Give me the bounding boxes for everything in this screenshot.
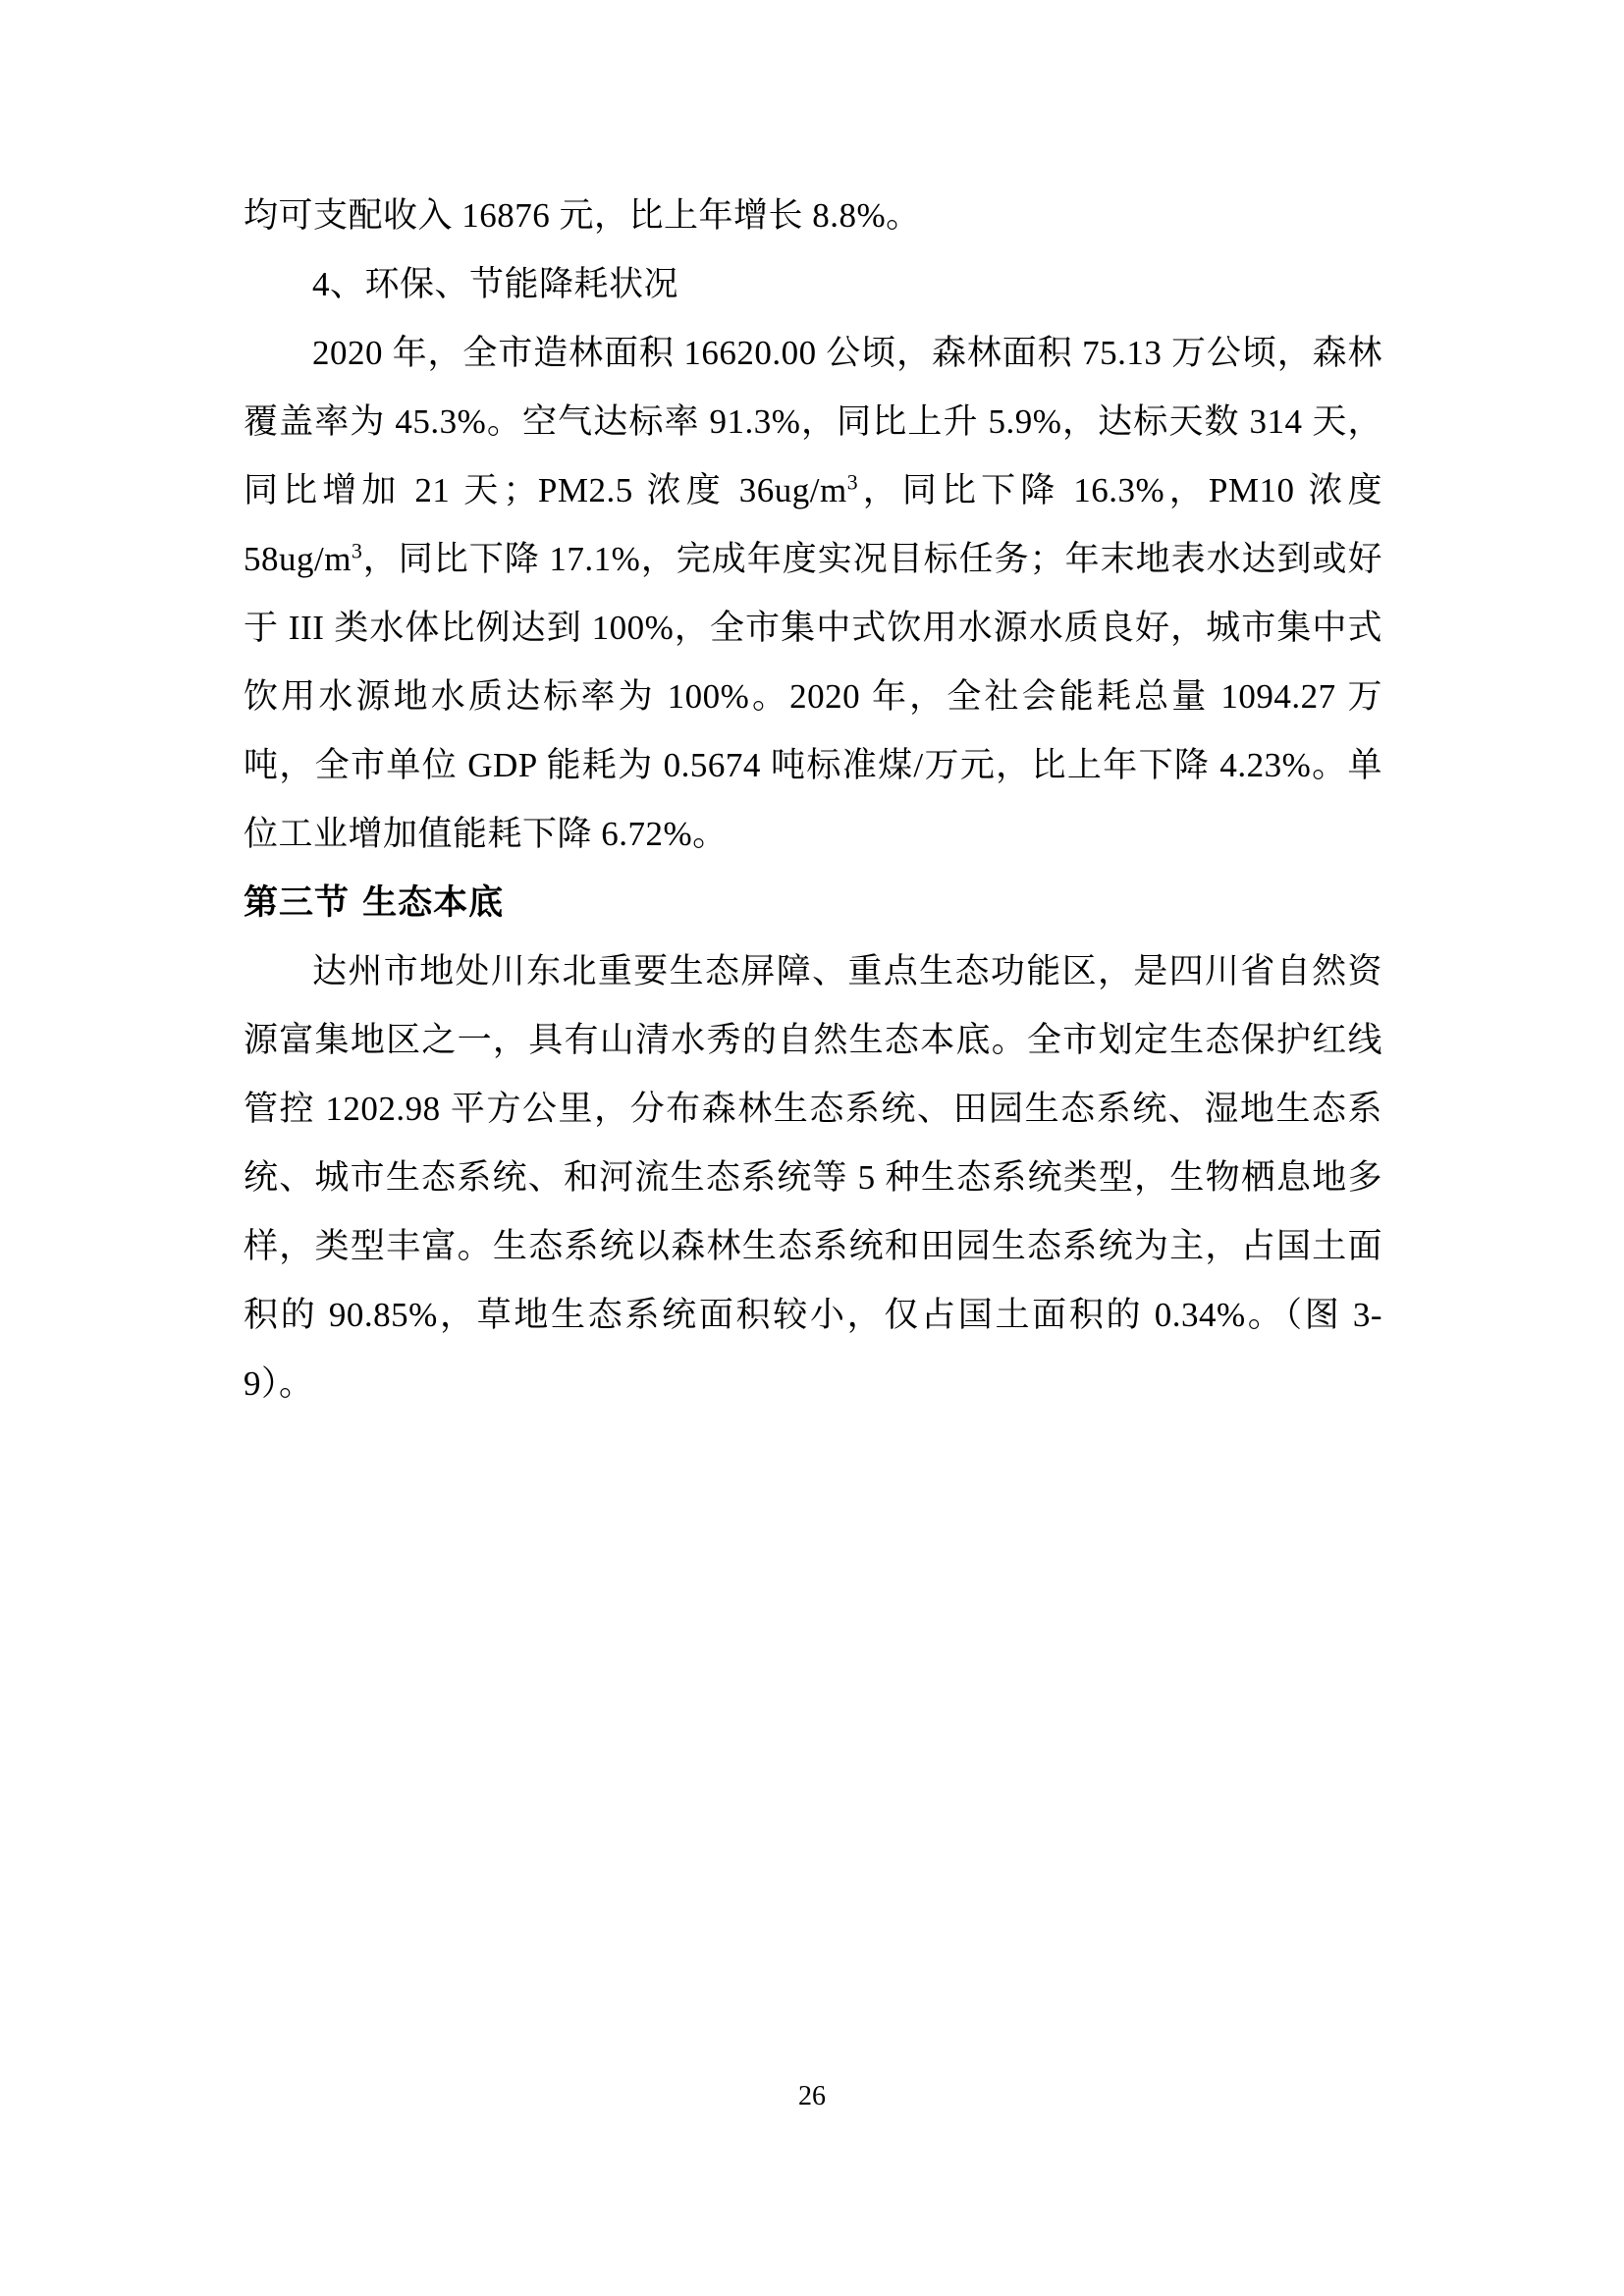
page-number: 26 bbox=[798, 2081, 826, 2111]
env-text-part-3: ，同比下降 17.1%，完成年度实况目标任务；年末地表水达到或好于 III 类水体比例达到 100%，全市集中式饮用水源水质良好，城市集中式饮用水源地水质达标率为 100%。2020 年，全社会能耗总量 1094.27 万吨，全市单位 GDP 能耗为 0.5674 吨标准煤/万元，比上年下降 4.23%。单位工业增加值能耗下降 6.72%。 bbox=[244, 540, 1382, 853]
page-content bbox=[244, 182, 1382, 1418]
list-item-4-heading: 4、环保、节能降耗状况 bbox=[312, 265, 679, 303]
env-superscript-1: 3 bbox=[846, 470, 859, 495]
env-text-part-1: 2020 年，全市造林面积 16620.00 公顷，森林面积 75.13 万公顷，森林覆盖率为 45.3%。空气达标率 91.3%，同比上升 5.9%，达标天数 314 天，同比增加 21 天；PM2.5 浓度 36ug/m bbox=[244, 334, 1382, 509]
paragraph-environment-energy bbox=[244, 319, 1382, 869]
env-superscript-2: 3 bbox=[351, 539, 363, 563]
paragraph-ecological-baseline: 达州市地处川东北重要生态屏障、重点生态功能区，是四川省自然资源富集地区之一，具有山清水秀的自然生态本底。全市划定生态保护红线管控 1202.98 平方公里，分布森林生态系统、田园生态系统、湿地生态系统、城市生态系统、和河流生态系统等 5 种生态系统类型，生物栖息地多样，类型丰富。生态系统以森林生态系统和田园生态系统为主，占国土面积的 90.85%，草地生态系统面积较小，仅占国土面积的 0.34%。（图 3-9）。 bbox=[244, 952, 1382, 1403]
env-text-part-2: ，同比下降 16.3%，PM10 浓度 58ug/m bbox=[244, 471, 1382, 578]
paragraph-continued: 均可支配收入 16876 元，比上年增长 8.8%。 bbox=[244, 196, 921, 235]
section-heading-ecological-baseline: 第三节 生态本底 bbox=[244, 883, 505, 923]
